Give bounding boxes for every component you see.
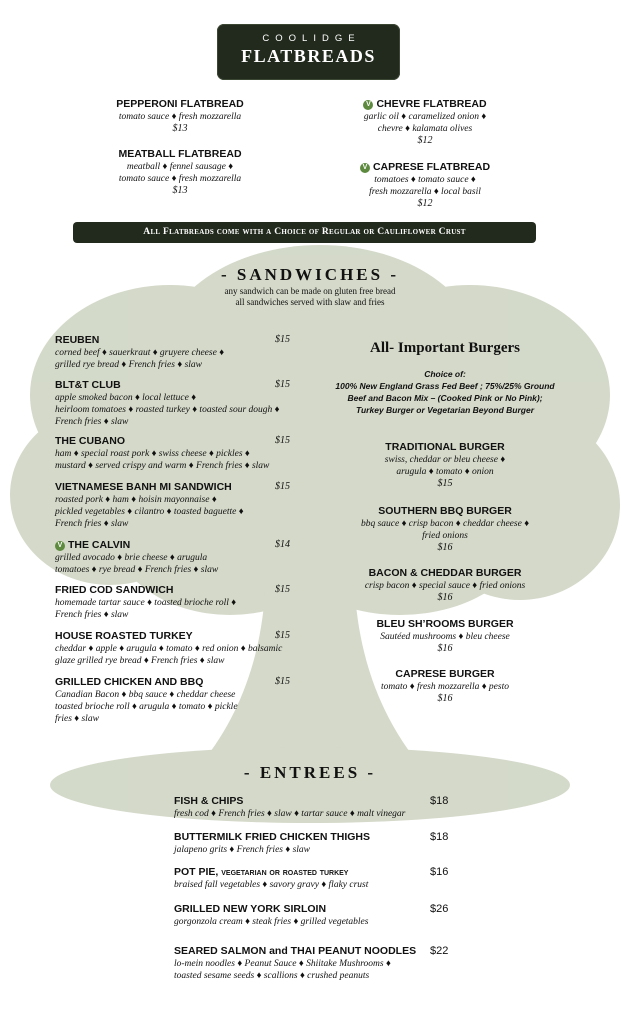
item-name: FRIED COD SANDWICH bbox=[55, 584, 174, 596]
flatbread-caprese bbox=[340, 161, 510, 210]
item-price: $15 bbox=[275, 676, 290, 687]
crust-note-banner: All Flatbreads come with a Choice of Regular or Cauliflower Crust bbox=[73, 222, 536, 243]
choice-line: 100% New England Grass Fed Beef ; 75%/25% Ground bbox=[335, 381, 555, 391]
item-name-suffix: vegetarian or roasted turkey bbox=[221, 867, 349, 878]
flatbread-pepperoni bbox=[95, 98, 265, 135]
item-price: $15 bbox=[275, 584, 290, 595]
item-price: $16 bbox=[437, 542, 453, 553]
item-desc: French fries ♦ slaw bbox=[55, 417, 129, 427]
item-desc: garlic oil ♦ caramelized onion ♦ bbox=[363, 112, 487, 122]
entree-fish-chips bbox=[174, 795, 424, 820]
item-name: VIETNAMESE BANH MI SANDWICH bbox=[55, 481, 232, 493]
entrees-title: - ENTREES - bbox=[243, 763, 377, 782]
sandwich-house-turkey bbox=[55, 630, 285, 667]
item-desc: ham ♦ special roast pork ♦ swiss cheese ♦ pickles ♦ bbox=[55, 449, 250, 459]
item-desc: bbq sauce ♦ crisp bacon ♦ cheddar cheese ♦ bbox=[360, 519, 530, 529]
entree-pot-pie bbox=[174, 866, 424, 891]
item-name: GRILLED CHICKEN AND BBQ bbox=[55, 676, 204, 688]
item-desc: glaze grilled rye bread ♦ French fries ♦ slaw bbox=[55, 656, 225, 666]
item-name: POT PIE, vegetarian or roasted turkey bbox=[174, 866, 349, 878]
item-desc: Sautéed mushrooms ♦ bleu cheese bbox=[380, 632, 510, 642]
item-price: $12 bbox=[417, 198, 433, 209]
item-desc: tomatoes ♦ tomato sauce ♦ bbox=[374, 175, 476, 185]
item-desc: cheddar ♦ apple ♦ arugula ♦ tomato ♦ red onion ♦ balsamic bbox=[55, 644, 283, 654]
item-desc: fresh cod ♦ French fries ♦ slaw ♦ tartar sauce ♦ malt vinegar bbox=[174, 809, 406, 819]
item-desc: Canadian Bacon ♦ bbq sauce ♦ cheddar cheese bbox=[55, 690, 236, 700]
item-desc: meatball ♦ fennel sausage ♦ bbox=[126, 162, 234, 172]
item-desc: chevre ♦ kalamata olives bbox=[377, 124, 473, 134]
item-name: TRADITIONAL BURGER bbox=[385, 441, 505, 453]
item-desc: crisp bacon ♦ special sauce ♦ fried onions bbox=[364, 581, 526, 591]
item-desc: grilled rye bread ♦ French fries ♦ slaw bbox=[55, 360, 202, 370]
item-desc: lo-mein noodles ♦ Peanut Sauce ♦ Shiitake Mushrooms ♦ bbox=[174, 959, 391, 969]
item-name: FISH & CHIPS bbox=[174, 795, 244, 807]
item-desc: corned beef ♦ sauerkraut ♦ gruyere cheese ♦ bbox=[55, 348, 225, 358]
item-name: BLT&T CLUB bbox=[55, 379, 121, 391]
item-price: $16 bbox=[437, 643, 453, 654]
item-name: CAPRESE BURGER bbox=[395, 668, 495, 680]
item-price: $15 bbox=[275, 481, 290, 492]
sandwich-calvin bbox=[55, 539, 285, 576]
item-name: V CAPRESE FLATBREAD bbox=[340, 161, 510, 174]
sandwich-fried-cod bbox=[55, 584, 285, 621]
item-price: $13 bbox=[172, 185, 188, 196]
item-price: $16 bbox=[430, 866, 449, 878]
burger-bacon-cheddar bbox=[335, 567, 555, 604]
item-desc: pickled vegetables ♦ cilantro ♦ toasted baguette ♦ bbox=[55, 507, 244, 517]
burgers-title: All- Important Burgers bbox=[370, 340, 520, 356]
entree-sirloin bbox=[174, 903, 424, 928]
choice-line: Choice of: bbox=[424, 369, 466, 379]
choice-line: Turkey Burger or Vegetarian Beyond Burger bbox=[355, 405, 535, 415]
logo-subtitle: COOLIDGE bbox=[262, 33, 361, 44]
sandwich-note: any sandwich can be made on gluten free bread bbox=[224, 286, 396, 296]
item-price: $16 bbox=[437, 693, 453, 704]
burger-southern-bbq bbox=[335, 505, 555, 554]
item-name: THE CUBANO bbox=[55, 435, 125, 447]
sandwich-note: all sandwiches served with slaw and fries bbox=[235, 297, 385, 307]
logo bbox=[217, 24, 400, 80]
item-name: PEPPERONI FLATBREAD bbox=[116, 98, 244, 110]
item-desc: homemade tartar sauce ♦ toasted brioche roll ♦ bbox=[55, 598, 237, 608]
item-desc: gorgonzola cream ♦ steak fries ♦ grilled vegetables bbox=[174, 917, 369, 927]
item-name: BACON & CHEDDAR BURGER bbox=[368, 567, 522, 579]
entree-fried-chicken bbox=[174, 831, 424, 856]
choice-line: Beef and Bacon Mix – (Cooked Pink or No Pink); bbox=[347, 393, 543, 403]
burger-choice bbox=[320, 368, 570, 416]
item-desc: arugula ♦ tomato ♦ onion bbox=[396, 467, 494, 477]
item-price: $15 bbox=[275, 435, 290, 446]
vegetarian-icon: V bbox=[360, 163, 370, 173]
item-price: $15 bbox=[275, 334, 290, 345]
item-price: $14 bbox=[275, 539, 290, 550]
item-desc: apple smoked bacon ♦ local lettuce ♦ bbox=[55, 393, 197, 403]
item-desc: mustard ♦ served crispy and warm ♦ French fries ♦ slaw bbox=[55, 461, 270, 471]
burger-caprese bbox=[335, 668, 555, 705]
burger-bleu-shrooms bbox=[335, 618, 555, 655]
item-price: $18 bbox=[430, 831, 449, 843]
item-desc: fried onions bbox=[422, 531, 468, 541]
item-desc: jalapeno grits ♦ French fries ♦ slaw bbox=[174, 845, 311, 855]
item-price: $26 bbox=[430, 903, 449, 915]
item-name: REUBEN bbox=[55, 334, 100, 346]
vegetarian-icon: V bbox=[55, 541, 65, 551]
item-price: $18 bbox=[430, 795, 449, 807]
flatbread-chevre bbox=[340, 98, 510, 147]
item-price: $22 bbox=[430, 945, 449, 957]
sandwich-chicken-bbq bbox=[55, 676, 285, 725]
item-name: HOUSE ROASTED TURKEY bbox=[55, 630, 193, 642]
item-desc: tomato sauce ♦ fresh mozzarella bbox=[118, 174, 242, 184]
item-name: SOUTHERN BBQ BURGER bbox=[378, 505, 512, 517]
sandwich-banh-mi bbox=[55, 481, 285, 530]
item-name: BLEU SH’ROOMS BURGER bbox=[376, 618, 514, 630]
flatbread-meatball bbox=[95, 148, 265, 197]
logo-title: FLATBREADS bbox=[241, 46, 376, 66]
item-desc: French fries ♦ slaw bbox=[55, 610, 129, 620]
burger-traditional bbox=[335, 441, 555, 490]
item-desc: toasted brioche roll ♦ arugula ♦ tomato ♦ pickle bbox=[55, 702, 238, 712]
item-name: V THE CALVIN bbox=[55, 539, 285, 552]
item-name: BUTTERMILK FRIED CHICKEN THIGHS bbox=[174, 831, 370, 843]
item-desc: heirloom tomatoes ♦ roasted turkey ♦ toasted sour dough ♦ bbox=[55, 405, 280, 415]
item-desc: fries ♦ slaw bbox=[55, 714, 99, 724]
item-desc: French fries ♦ slaw bbox=[55, 519, 129, 529]
item-price: $12 bbox=[417, 135, 433, 146]
vegetarian-icon: V bbox=[363, 100, 373, 110]
item-price: $13 bbox=[172, 123, 188, 134]
item-desc: fresh mozzarella ♦ local basil bbox=[369, 187, 481, 197]
item-price: $15 bbox=[275, 630, 290, 641]
sandwich-bltt-club bbox=[55, 379, 285, 428]
sandwich-reuben bbox=[55, 334, 285, 371]
item-price: $15 bbox=[275, 379, 290, 390]
item-desc: braised fall vegetables ♦ savory gravy ♦ flaky crust bbox=[174, 880, 369, 890]
item-name: MEATBALL FLATBREAD bbox=[118, 148, 242, 160]
item-price: $16 bbox=[437, 592, 453, 603]
item-desc: grilled avocado ♦ brie cheese ♦ arugula bbox=[55, 553, 208, 563]
item-desc: roasted pork ♦ ham ♦ hoisin mayonnaise ♦ bbox=[55, 495, 217, 505]
sandwiches-title: - SANDWICHES - bbox=[220, 265, 400, 284]
item-name: GRILLED NEW YORK SIRLOIN bbox=[174, 903, 327, 915]
item-name: V CHEVRE FLATBREAD bbox=[340, 98, 510, 111]
item-desc: tomatoes ♦ rye bread ♦ French fries ♦ slaw bbox=[55, 565, 219, 575]
item-price: $15 bbox=[437, 478, 453, 489]
item-desc: toasted sesame seeds ♦ scallions ♦ crushed peanuts bbox=[174, 971, 370, 981]
sandwich-cubano bbox=[55, 435, 285, 472]
item-desc: tomato ♦ fresh mozzarella ♦ pesto bbox=[380, 682, 509, 692]
entree-salmon-noodles bbox=[174, 945, 424, 982]
item-desc: swiss, cheddar or bleu cheese ♦ bbox=[384, 455, 506, 465]
item-desc: tomato sauce ♦ fresh mozzarella bbox=[118, 112, 242, 122]
item-name: SEARED SALMON and THAI PEANUT NOODLES bbox=[174, 945, 417, 957]
